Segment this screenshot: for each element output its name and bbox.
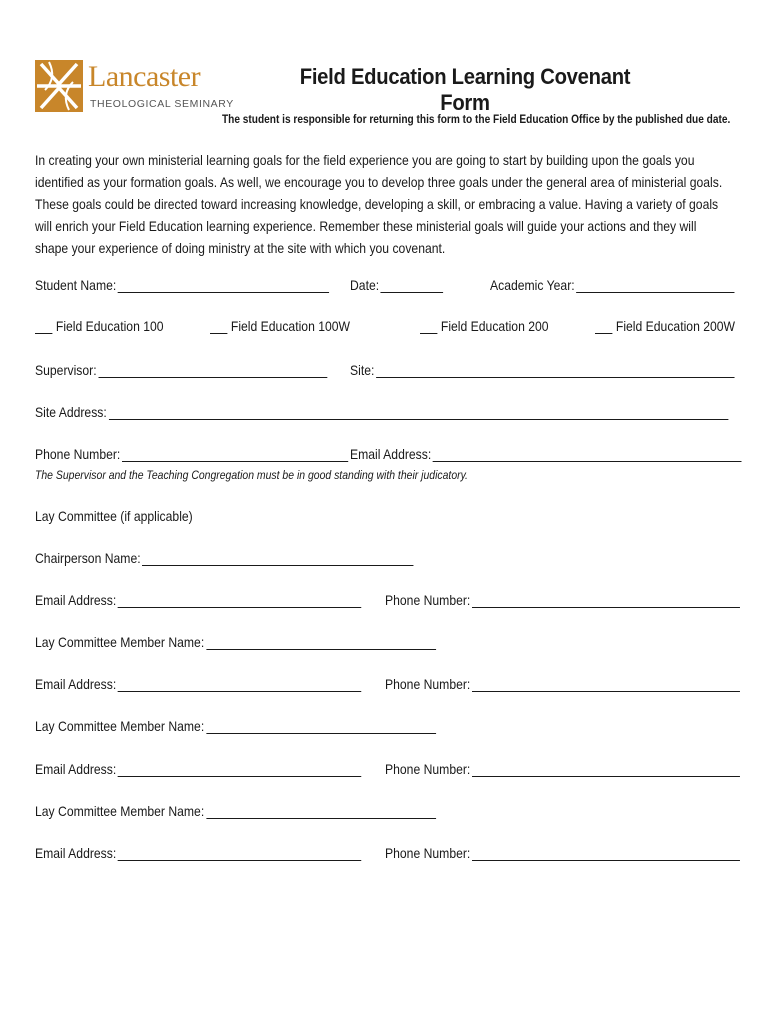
course-label: Field Education 100W	[230, 318, 351, 334]
member-label: Lay Committee Member Name:	[35, 803, 205, 819]
course-label: Field Education 200W	[615, 318, 736, 334]
member-3-email-field[interactable]	[35, 845, 362, 861]
phone-number-line[interactable]	[122, 446, 348, 462]
student-name-line[interactable]	[118, 277, 329, 293]
phone-line[interactable]	[472, 845, 740, 861]
site-line[interactable]	[376, 362, 734, 378]
chairperson-label: Chairperson Name:	[35, 550, 141, 566]
phone-line[interactable]	[472, 676, 740, 692]
course-blank[interactable]	[595, 318, 612, 334]
academic-year-line[interactable]	[576, 277, 734, 293]
member-label: Lay Committee Member Name:	[35, 718, 205, 734]
supervisor-field[interactable]	[35, 362, 327, 378]
member-label: Lay Committee Member Name:	[35, 634, 205, 650]
email-address-label: Email Address:	[350, 446, 432, 462]
logo-name: Lancaster	[88, 60, 201, 93]
academic-year-field[interactable]	[490, 277, 735, 293]
supervisor-line[interactable]	[98, 362, 327, 378]
member-2-email-field[interactable]	[35, 761, 362, 777]
site-address-field[interactable]	[35, 404, 728, 420]
return-notice: The student is responsible for returning this form to the Field Education Office by the published due date.	[222, 114, 731, 126]
member-line[interactable]	[206, 718, 436, 734]
course-blank[interactable]	[35, 318, 52, 334]
course-label: Field Education 200	[440, 318, 549, 334]
course-label: Field Education 100	[55, 318, 164, 334]
phone-label: Phone Number:	[385, 592, 471, 608]
course-option-100[interactable]	[35, 318, 164, 334]
course-option-200w[interactable]	[595, 318, 735, 334]
member-2-phone-field[interactable]	[385, 761, 740, 777]
member-2-name-field[interactable]	[35, 718, 436, 734]
phone-label: Phone Number:	[385, 676, 471, 692]
phone-number-field[interactable]	[35, 446, 348, 462]
phone-label: Phone Number:	[385, 761, 471, 777]
course-blank[interactable]	[210, 318, 227, 334]
member-1-email-field[interactable]	[35, 676, 362, 692]
logo-mark-icon	[35, 60, 83, 112]
email-label: Email Address:	[35, 592, 117, 608]
chairperson-name-field[interactable]	[35, 550, 414, 566]
email-line[interactable]	[118, 761, 362, 777]
email-label: Email Address:	[35, 761, 117, 777]
intro-paragraph: In creating your own ministerial learning goals for the field experience you are going to start by building upon the goals you identified as your formation goals. As well, we encourage you to develop three goals under the general area of ministerial goals. These goals could be directed toward increasing knowledge, developing a skill, or embracing a value. Having a variety of goals will enrich your Field Education learning experience. Remember these ministerial goals will guide your actions and they will shape your experience of doing ministry at the site with which you covenant.	[35, 152, 723, 256]
chair-phone-field[interactable]	[385, 592, 740, 608]
site-field[interactable]	[350, 362, 735, 378]
phone-line[interactable]	[472, 761, 740, 777]
student-name-label: Student Name:	[35, 277, 117, 293]
academic-year-label: Academic Year:	[490, 277, 575, 293]
site-address-line[interactable]	[109, 404, 728, 420]
email-label: Email Address:	[35, 845, 117, 861]
member-line[interactable]	[206, 634, 436, 650]
member-3-phone-field[interactable]	[385, 845, 740, 861]
member-3-name-field[interactable]	[35, 803, 436, 819]
chair-email-field[interactable]	[35, 592, 362, 608]
date-label: Date:	[350, 277, 380, 293]
lay-committee-heading: Lay Committee (if applicable)	[35, 508, 193, 524]
supervisor-label: Supervisor:	[35, 362, 97, 378]
course-blank[interactable]	[420, 318, 437, 334]
chairperson-line[interactable]	[142, 550, 413, 566]
phone-number-label: Phone Number:	[35, 446, 121, 462]
site-label: Site:	[350, 362, 375, 378]
member-1-phone-field[interactable]	[385, 676, 740, 692]
standing-note: The Supervisor and the Teaching Congregation must be in good standing with their judicatory.	[35, 468, 468, 482]
email-address-line[interactable]	[433, 446, 742, 462]
student-name-field[interactable]	[35, 277, 329, 293]
course-option-200[interactable]	[420, 318, 549, 334]
date-field[interactable]	[350, 277, 443, 293]
phone-line[interactable]	[472, 592, 740, 608]
email-line[interactable]	[118, 592, 362, 608]
email-label: Email Address:	[35, 676, 117, 692]
email-line[interactable]	[118, 676, 362, 692]
seminary-logo	[35, 60, 234, 116]
member-line[interactable]	[206, 803, 436, 819]
site-address-label: Site Address:	[35, 404, 107, 420]
email-line[interactable]	[118, 845, 362, 861]
date-line[interactable]	[381, 277, 444, 293]
member-1-name-field[interactable]	[35, 634, 436, 650]
phone-label: Phone Number:	[385, 845, 471, 861]
email-address-field[interactable]	[350, 446, 742, 462]
page-title: Field Education Learning Covenant Form	[299, 64, 631, 115]
logo-subtitle: THEOLOGICAL SEMINARY	[90, 98, 234, 110]
course-option-100w[interactable]	[210, 318, 350, 334]
